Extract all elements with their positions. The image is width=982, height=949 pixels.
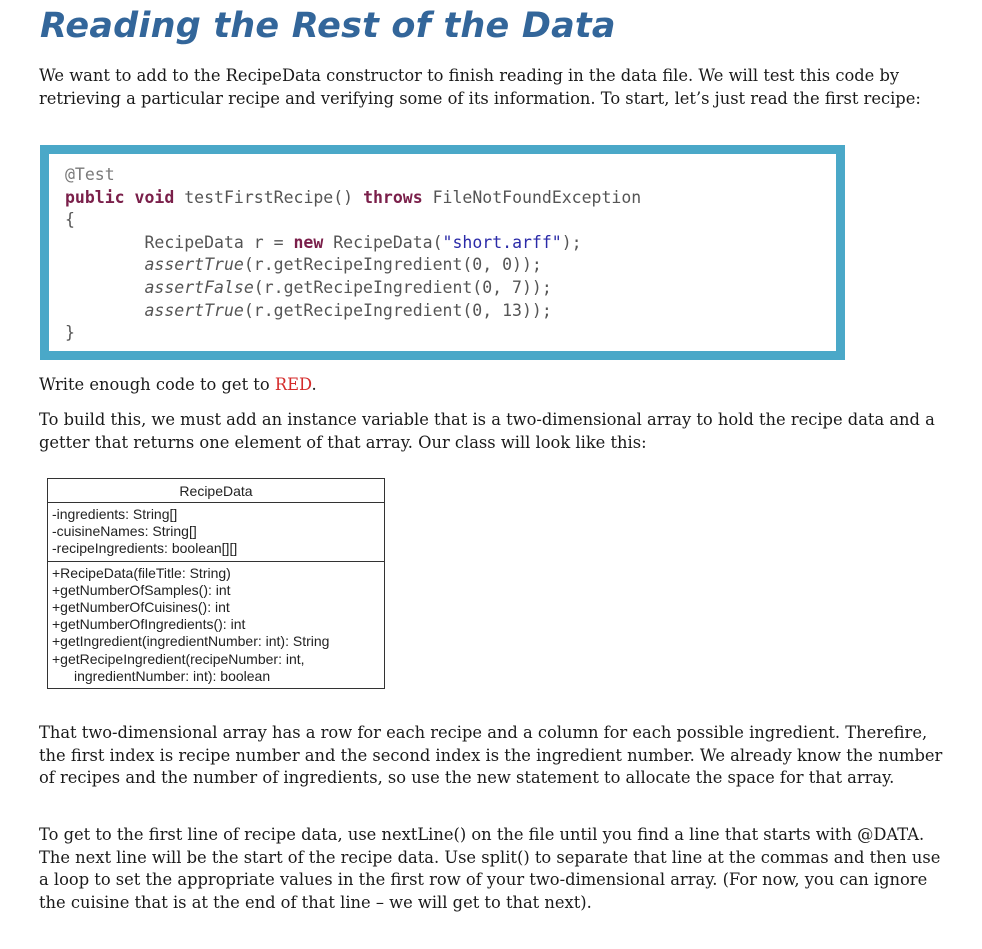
page-title: Reading the Rest of the Data	[40, 6, 616, 46]
first-line-paragraph: To get to the first line of recipe data, use nextLine() on the file until you find a line that starts with @DATA. The next line will be the start of the recipe data. Use split() to separate that line at the commas and then use a loop to set the appropriate values in the first row of your two-dimensional array. (For now, you can ignore the cuisine that is at the end of that line – we will get to that next).	[39, 825, 941, 912]
uml-method: +getNumberOfIngredients(): int	[52, 616, 246, 633]
intro-paragraph: We want to add to the RecipeData constructor to finish reading in the data file. We will test this code by retrieving a particular recipe and verifying some of its information. To start, let’s just read the first recipe:	[39, 66, 921, 108]
red-keyword: RED	[274, 375, 312, 394]
code-line-1-end: );	[561, 232, 582, 252]
uml-method-continuation: ingredientNumber: int): boolean	[74, 667, 271, 684]
uml-method: +getNumberOfCuisines(): int	[52, 599, 230, 616]
uml-class-diagram	[47, 478, 385, 689]
code-line-3-rest: (r.getRecipeIngredient(0, 7));	[253, 277, 552, 297]
code-exception: FileNotFoundException	[432, 187, 642, 207]
uml-fields	[48, 503, 384, 561]
uml-methods	[48, 561, 384, 688]
code-line-4-fn: assertTrue	[144, 300, 244, 320]
code-open-brace: {	[65, 210, 75, 230]
code-kw-throws: throws	[363, 187, 423, 207]
code-kw-new: new	[293, 232, 324, 252]
code-line-4-rest: (r.getRecipeIngredient(0, 13));	[243, 300, 552, 320]
code-block	[40, 145, 845, 360]
uml-method: +getRecipeIngredient(recipeNumber: int,	[52, 650, 305, 667]
uml-method: +RecipeData(fileTitle: String)	[52, 564, 231, 581]
uml-field: -cuisineNames: String[]	[52, 523, 197, 540]
write-red-suffix: .	[311, 375, 317, 394]
code-line-1-mid: RecipeData(	[323, 232, 443, 252]
code-block-inner	[47, 152, 838, 353]
write-red-prefix: Write enough code to get to	[39, 375, 275, 394]
code-string-literal: "short.arff"	[442, 232, 562, 252]
write-red-line	[39, 374, 949, 397]
code-line-2-rest: (r.getRecipeIngredient(0, 0));	[243, 255, 542, 275]
array-paragraph: That two-dimensional array has a row for each recipe and a column for each possible ingredient. Therefire, the first index is recipe number and the second index is the ingredient number. We already know the number of recipes and the number of ingredients, so use the new statement to allocate the space for that array.	[39, 723, 943, 788]
uml-class-name: RecipeData	[48, 479, 384, 503]
code-close-brace: }	[65, 323, 75, 343]
uml-method: +getIngredient(ingredientNumber: int): String	[52, 633, 330, 650]
uml-field: -recipeIngredients: boolean[][]	[52, 540, 238, 557]
code-line-3-fn: assertFalse	[144, 277, 254, 297]
build-paragraph: To build this, we must add an instance variable that is a two-dimensional array to hold the recipe data and a getter that returns one element of that array. Our class will look like this:	[39, 410, 935, 452]
code-method-name: testFirstRecipe()	[184, 187, 354, 207]
code-line-1-pre: RecipeData r =	[144, 232, 294, 252]
code-line-2-fn: assertTrue	[144, 255, 244, 275]
code-kw-public: public	[65, 187, 125, 207]
uml-field: -ingredients: String[]	[52, 506, 178, 522]
code-annotation: @Test	[65, 165, 115, 184]
code-kw-void: void	[134, 187, 175, 207]
code-listing	[65, 164, 641, 345]
uml-method: +getNumberOfSamples(): int	[52, 581, 231, 598]
